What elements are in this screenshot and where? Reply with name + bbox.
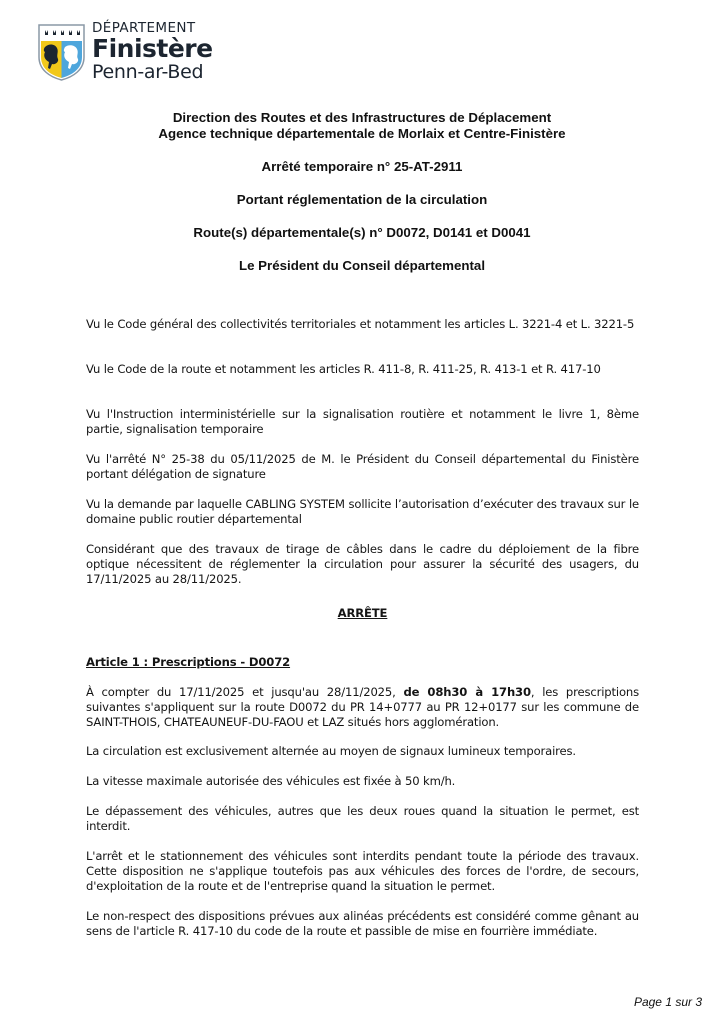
arrete-number: Arrêté temporaire n° 25-AT-2911 xyxy=(261,159,463,174)
finistere-logo xyxy=(37,21,237,87)
routes-title: Route(s) départementale(s) n° D0072, D0141 et D0041 xyxy=(193,225,531,240)
visa-paragraph: Vu le Code général des collectivités territoriales et notamment les articles L. 3221-4 et L. 3221-5 xyxy=(86,317,635,331)
direction-title: Direction des Routes et des Infrastructures de Déplacement xyxy=(172,110,552,125)
article-1-paragraph: La circulation est exclusivement alternée au moyen de signaux lumineux temporaires. xyxy=(86,744,576,758)
logo-department-label: DÉPARTEMENT xyxy=(92,20,196,36)
arrete-heading: ARRÊTE xyxy=(337,606,388,620)
intro-hours: de 08h30 à 17h30 xyxy=(403,685,531,699)
logo-name: Finistère xyxy=(92,34,213,63)
arrete-object: Portant réglementation de la circulation xyxy=(236,192,488,207)
article-1-paragraph: L'arrêt et le stationnement des véhicules sont interdits pendant toute la période des travaux. Cette disposition ne s'applique toutefois pas aux véhicules des forces de l'ordre, de secours, d'exploitation de la route et de l'entreprise quand la situation le permet. xyxy=(86,849,639,893)
intro-text-end: , les prescriptions suivantes s'appliquent sur la route D0072 du PR 14+0777 au PR 12+0177 sur les commune de SAINT-THOIS, CHATEAUNEUF-DU-FAOU et LAZ situés hors agglomération. xyxy=(86,685,639,729)
visa-paragraph: Vu l'arrêté N° 25-38 du 05/11/2025 de M. le Président du Conseil départemental du Finistère portant délégation de signature xyxy=(86,452,639,481)
authority-title: Le Président du Conseil départemental xyxy=(238,258,486,273)
visa-paragraph: Vu la demande par laquelle CABLING SYSTEM sollicite l’autorisation d’exécuter des travaux sur le domaine public routier départemental xyxy=(86,497,639,526)
article-1-intro xyxy=(86,685,639,730)
article-1-paragraph: Le dépassement des véhicules, autres que les deux roues quand la situation le permet, est interdit. xyxy=(86,804,639,833)
agence-title: Agence technique départementale de Morlaix et Centre-Finistère xyxy=(158,126,566,141)
intro-text: À compter du 17/11/2025 et jusqu'au 28/11/2025, xyxy=(86,685,404,699)
article-1-paragraph: La vitesse maximale autorisée des véhicules est fixée à 50 km/h. xyxy=(86,774,456,788)
visa-paragraph: Vu l'Instruction interministérielle sur la signalisation routière et notamment le livre 1, 8ème partie, signalisation temporaire xyxy=(86,407,639,436)
coat-of-arms-icon xyxy=(37,23,86,81)
visa-paragraph: Vu le Code de la route et notamment les articles R. 411-8, R. 411-25, R. 413-1 et R. 417-10 xyxy=(86,362,601,376)
article-1-paragraph: Le non-respect des dispositions prévues aux alinéas précédents est considéré comme gênant au sens de l'article R. 417-10 du code de la route et passible de mise en fourrière immédiate. xyxy=(86,909,639,938)
considerant-paragraph: Considérant que des travaux de tirage de câbles dans le cadre du déploiement de la fibre optique nécessitent de réglementer la circulation pour assurer la sécurité des usagers, du 17/11/2025 au 28/11/2025. xyxy=(86,542,639,586)
logo-subtitle: Penn-ar-Bed xyxy=(92,61,204,83)
page-number: Page 1 sur 3 xyxy=(633,995,702,1009)
article-1-title: Article 1 : Prescriptions - D0072 xyxy=(86,655,291,669)
